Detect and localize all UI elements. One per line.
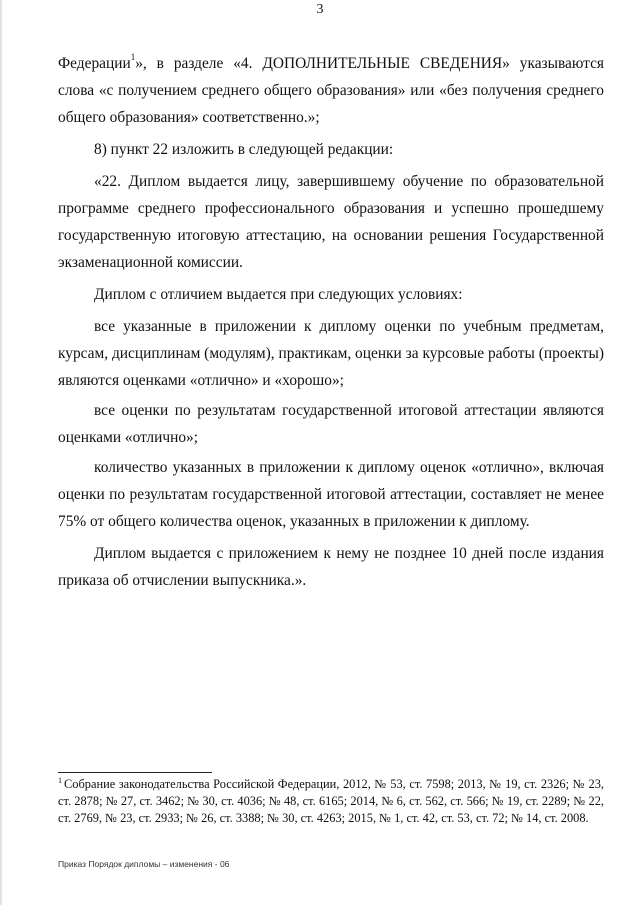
paragraph-honors-conditions: Диплом с отличием выдается при следующих условиях: [94,286,463,303]
scan-edge-shadow [0,0,3,905]
paragraph-supplement: Диплом выдается с приложением к нему не позднее 10 дней после издания приказа об отчислении выпускника.». [58,545,604,589]
page-number: 3 [316,2,324,17]
document-body [58,50,604,599]
paragraph-condition-attestation: все оценки по результатам государственной итоговой аттестации являются оценками «отлично»; [58,402,604,446]
first-word: Федерации [58,55,131,72]
footnote [58,776,604,827]
paragraph-continuation [58,50,604,131]
footnote-text: Собрание законодательства Российской Федерации, 2012, № 53, ст. 7598; 2013, № 19, ст. 2326; № 23, ст. 2878; № 27, ст. 3462; № 30, ст. 4036; № 48, ст. 6165; 2014, № 6, ст. 562, ст. 566; № 19, ст. 2289; № 22, ст. 2769, № 23, ст. 2933; № 26, ст. 3388; № 30, ст. 4263; 2015, № 1, ст. 42, ст. 53, ст. 72; № 14, ст. 2008. [58,777,604,825]
footer-label: Приказ Порядок дипломы – изменения - 06 [58,859,230,869]
footnote-marker: 1 [58,776,62,785]
paragraph-item-8: 8) пункт 22 изложить в следующей редакции: [94,141,394,158]
footnote-reference: 1 [130,52,136,62]
footnote-divider [58,772,212,773]
paragraph-condition-grades: все указанные в приложении к диплому оценки по учебным предметам, курсам, дисциплинам (модулям), практикам, оценки за курсовые работы (проекты) являются оценками «отлично» и «хорошо»; [58,318,604,389]
paragraph-condition-percentage: количество указанных в приложении к диплому оценок «отлично», включая оценки по результатам государственной итоговой аттестации, составляет не менее 75% от общего количества оценок, указанных в приложении к диплому. [58,459,604,530]
paragraph-text: », в разделе «4. ДОПОЛНИТЕЛЬНЫЕ СВЕДЕНИЯ» указываются слова «с получением среднего общего образования» или «без получения среднего общего образования» соответственно.»; [58,55,604,126]
paragraph-clause-22: «22. Диплом выдается лицу, завершившему обучение по образовательной программе среднего профессионального образования и успешно прошедшему государственную итоговую аттестацию, на основании решения Государственной экзаменационной комиссии. [58,173,604,271]
